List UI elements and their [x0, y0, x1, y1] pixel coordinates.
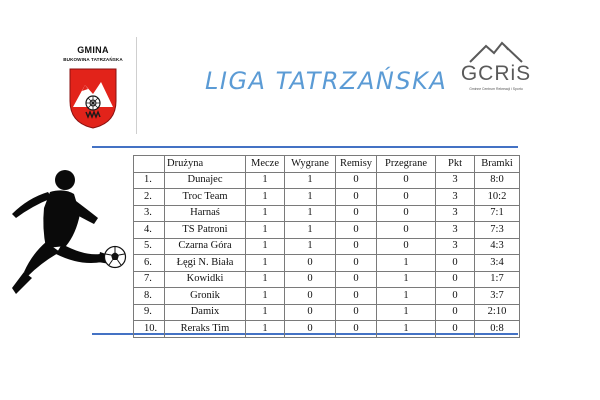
cell-position: 4.	[134, 222, 165, 239]
cell-draws: 0	[336, 255, 377, 272]
cell-wins: 1	[285, 205, 336, 222]
mountain-logo-icon	[452, 40, 542, 64]
table-row	[134, 222, 520, 239]
cell-matches: 1	[246, 238, 285, 255]
cell-points: 3	[436, 222, 475, 239]
cell-wins: 0	[285, 271, 336, 288]
table-row	[134, 238, 520, 255]
cell-matches: 1	[246, 288, 285, 305]
cell-points: 0	[436, 271, 475, 288]
cell-points: 3	[436, 205, 475, 222]
cell-matches: 1	[246, 321, 285, 338]
cell-wins: 1	[285, 189, 336, 206]
cell-points: 3	[436, 189, 475, 206]
column-header-losses: Przegrane	[377, 156, 436, 173]
cell-position: 5.	[134, 238, 165, 255]
cell-goals: 7:1	[475, 205, 520, 222]
cell-wins: 1	[285, 222, 336, 239]
cell-goals: 3:7	[475, 288, 520, 305]
cell-wins: 0	[285, 255, 336, 272]
cell-matches: 1	[246, 304, 285, 321]
table-row	[134, 288, 520, 305]
cell-losses: 0	[377, 189, 436, 206]
column-header-team: Drużyna	[165, 156, 246, 173]
cell-goals: 7:3	[475, 222, 520, 239]
cell-draws: 0	[336, 321, 377, 338]
table-row	[134, 321, 520, 338]
table-header-row	[134, 156, 520, 173]
cell-losses: 1	[377, 255, 436, 272]
cell-points: 0	[436, 321, 475, 338]
cell-matches: 1	[246, 271, 285, 288]
cell-goals: 2:10	[475, 304, 520, 321]
gcris-logo-text: GCRiS	[460, 62, 532, 85]
cell-position: 3.	[134, 205, 165, 222]
column-header-draws: Remisy	[336, 156, 377, 173]
table-row	[134, 189, 520, 206]
gcris-logo-subtitle: Gminne Centrum Rekreacji i Sportu	[469, 87, 523, 91]
cell-losses: 1	[377, 288, 436, 305]
column-header-matches: Mecze	[246, 156, 285, 173]
cell-points: 3	[436, 172, 475, 189]
cell-draws: 0	[336, 271, 377, 288]
table-row	[134, 255, 520, 272]
gmina-logo-line2: BUKOWINA TATRZAŃSKA	[63, 57, 123, 62]
cell-points: 0	[436, 304, 475, 321]
cell-draws: 0	[336, 205, 377, 222]
cell-losses: 0	[377, 172, 436, 189]
cell-draws: 0	[336, 304, 377, 321]
cell-position: 9.	[134, 304, 165, 321]
cell-goals: 1:7	[475, 271, 520, 288]
gmina-logo-line1: GMINA	[77, 45, 109, 55]
cell-matches: 1	[246, 189, 285, 206]
page-title: LIGA TATRZAŃSKA	[205, 67, 448, 95]
cell-draws: 0	[336, 288, 377, 305]
column-header-position	[134, 156, 165, 173]
cell-goals: 8:0	[475, 172, 520, 189]
cell-losses: 0	[377, 238, 436, 255]
cell-losses: 1	[377, 271, 436, 288]
cell-losses: 1	[377, 304, 436, 321]
cell-position: 1.	[134, 172, 165, 189]
cell-team: Damix	[165, 304, 246, 321]
cell-draws: 0	[336, 222, 377, 239]
table-row	[134, 304, 520, 321]
cell-position: 2.	[134, 189, 165, 206]
standings-table	[133, 155, 520, 338]
cell-draws: 0	[336, 189, 377, 206]
cell-draws: 0	[336, 172, 377, 189]
top-divider	[92, 146, 518, 148]
table-row	[134, 205, 520, 222]
cell-matches: 1	[246, 172, 285, 189]
column-header-wins: Wygrane	[285, 156, 336, 173]
cell-team: TS Patroni	[165, 222, 246, 239]
cell-points: 0	[436, 288, 475, 305]
cell-position: 10.	[134, 321, 165, 338]
table-row	[134, 172, 520, 189]
cell-wins: 1	[285, 172, 336, 189]
cell-goals: 4:3	[475, 238, 520, 255]
cell-losses: 1	[377, 321, 436, 338]
cell-team: Harnaś	[165, 205, 246, 222]
cell-matches: 1	[246, 205, 285, 222]
column-header-points: Pkt	[436, 156, 475, 173]
cell-matches: 1	[246, 255, 285, 272]
cell-draws: 0	[336, 238, 377, 255]
cell-goals: 0:8	[475, 321, 520, 338]
column-header-goals: Bramki	[475, 156, 520, 173]
cell-team: Dunajec	[165, 172, 246, 189]
cell-team: Gronik	[165, 288, 246, 305]
cell-wins: 0	[285, 288, 336, 305]
cell-team: Kowidki	[165, 271, 246, 288]
footballer-silhouette-icon	[2, 168, 122, 318]
cell-position: 8.	[134, 288, 165, 305]
cell-position: 7.	[134, 271, 165, 288]
cell-wins: 0	[285, 304, 336, 321]
soccer-ball-icon	[103, 245, 127, 269]
cell-team: Łęgi N. Biała	[165, 255, 246, 272]
cell-team: Czarna Góra	[165, 238, 246, 255]
coat-of-arms-icon	[68, 67, 118, 130]
cell-team: Troc Team	[165, 189, 246, 206]
cell-goals: 3:4	[475, 255, 520, 272]
table-row	[134, 271, 520, 288]
cell-goals: 10:2	[475, 189, 520, 206]
cell-points: 0	[436, 255, 475, 272]
cell-matches: 1	[246, 222, 285, 239]
cell-wins: 0	[285, 321, 336, 338]
cell-points: 3	[436, 238, 475, 255]
cell-losses: 0	[377, 222, 436, 239]
cell-team: Reraks Tim	[165, 321, 246, 338]
cell-losses: 0	[377, 205, 436, 222]
cell-position: 6.	[134, 255, 165, 272]
cell-wins: 1	[285, 238, 336, 255]
